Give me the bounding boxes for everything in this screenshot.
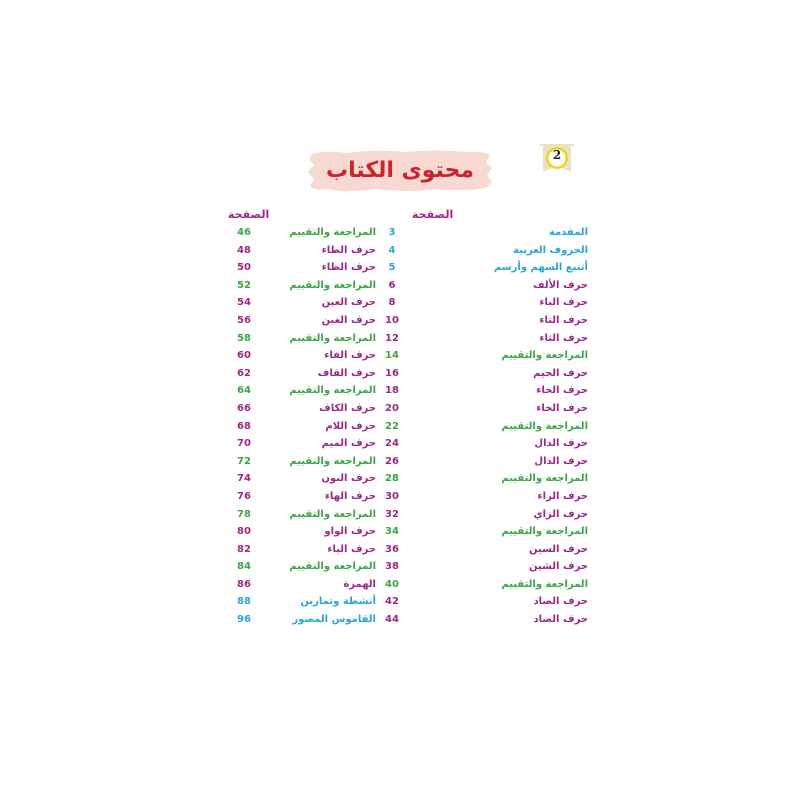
- toc-entry: [186, 472, 392, 490]
- toc-entry-title: المراجعة والتقييم: [289, 332, 376, 344]
- toc-entry-page: 32: [385, 508, 399, 520]
- toc-entry-title: حرف الحاء: [536, 385, 588, 397]
- toc-entry: [382, 332, 588, 350]
- toc-entry-title: حرف الظاء: [321, 262, 376, 274]
- toc-entry-page: 5: [388, 262, 396, 274]
- toc-entry-title: المراجعة والتقييم: [289, 508, 376, 520]
- toc-entry-page: 10: [385, 314, 399, 326]
- toc-entry: [186, 455, 392, 473]
- toc-entry: [382, 578, 588, 596]
- toc-entry-page: 18: [385, 385, 399, 397]
- toc-entry-page: 76: [237, 490, 251, 502]
- toc-entry-title: حرف الواو: [324, 526, 376, 538]
- toc-entry-page: 84: [237, 561, 251, 573]
- toc-entry-title: حرف الذال: [534, 455, 588, 467]
- toc-entry: [186, 595, 392, 613]
- toc-entry-title: المراجعة والتقييم: [289, 455, 376, 467]
- toc-entry-title: حرف السين: [529, 543, 588, 555]
- toc-entry-title: حرف اللام: [325, 420, 376, 432]
- toc-entry-title: حرف الضاد: [533, 614, 588, 626]
- toc-entry-title: حرف القاف: [317, 367, 376, 379]
- toc-entry-title: المراجعة والتقييم: [501, 473, 588, 485]
- toc-entry: [186, 367, 392, 385]
- toc-entry: [186, 508, 392, 526]
- toc-entry: [186, 279, 392, 297]
- toc-entry: [186, 402, 392, 420]
- toc-entry-title: حرف الزاي: [533, 508, 588, 520]
- toc-entry-title: حرف الغين: [321, 314, 376, 326]
- toc-entry-page: 30: [385, 490, 399, 502]
- toc-entry-page: 66: [237, 402, 251, 414]
- toc-entry: [382, 402, 588, 420]
- toc-entry: [186, 349, 392, 367]
- toc-entry-page: 78: [237, 508, 251, 520]
- toc-entry-title: أتتبع السهم وأرسم: [493, 262, 588, 274]
- toc-entry-title: المراجعة والتقييم: [289, 385, 376, 397]
- toc-entry: [382, 595, 588, 613]
- toc-entry-title: الحروف العربية: [513, 244, 588, 256]
- toc-entry: [186, 578, 392, 596]
- toc-entry-page: 24: [385, 438, 399, 450]
- toc-entry-title: أنشطة وتمارين: [300, 596, 376, 608]
- toc-entry-page: 26: [385, 455, 399, 467]
- toc-entry: [382, 244, 588, 262]
- toc-entry: [186, 332, 392, 350]
- toc-entry: [382, 226, 588, 244]
- toc-entry-page: 38: [385, 561, 399, 573]
- toc-entry-title: حرف الشين: [529, 561, 588, 573]
- toc-entry-title: المراجعة والتقييم: [501, 350, 588, 362]
- toc-left-column: [186, 226, 392, 631]
- toc-entry-title: المراجعة والتقييم: [501, 420, 588, 432]
- toc-entry: [382, 367, 588, 385]
- toc-entry: [186, 560, 392, 578]
- toc-entry-page: 82: [237, 543, 251, 555]
- toc-entry-page: 60: [237, 350, 251, 362]
- toc-entry-page: 14: [385, 350, 399, 362]
- toc-entry-title: حرف الثاء: [539, 332, 588, 344]
- toc-entry-title: حرف الفاء: [324, 350, 376, 362]
- toc-entry-title: حرف الطاء: [321, 244, 376, 256]
- toc-entry: [186, 525, 392, 543]
- toc-entry-title: حرف الكاف: [319, 402, 376, 414]
- toc-entry-page: 88: [237, 596, 251, 608]
- toc-entry: [382, 314, 588, 332]
- toc-entry: [186, 384, 392, 402]
- page-number: 2: [552, 148, 562, 162]
- toc-entry: [186, 613, 392, 631]
- toc-entry-page: 64: [237, 385, 251, 397]
- toc-entry-title: المراجعة والتقييم: [289, 279, 376, 291]
- toc-entry-page: 28: [385, 473, 399, 485]
- toc-right-column: [382, 226, 588, 631]
- toc-entry: [382, 508, 588, 526]
- toc-entry-page: 46: [237, 227, 251, 238]
- toc-entry: [186, 437, 392, 455]
- toc-entry-page: 80: [237, 526, 251, 538]
- toc-entry-title: حرف الخاء: [536, 402, 588, 414]
- toc-entry: [186, 314, 392, 332]
- toc-entry: [382, 455, 588, 473]
- toc-entry-page: 62: [237, 367, 251, 379]
- page-number-badge: [538, 142, 576, 176]
- toc-entry-page: 50: [237, 262, 251, 274]
- toc-entry: [382, 349, 588, 367]
- toc-entry-page: 56: [237, 314, 251, 326]
- toc-entry-title: حرف الميم: [321, 438, 376, 450]
- toc-entry-page: 6: [388, 279, 396, 291]
- toc-entry: [186, 420, 392, 438]
- toc-entry-page: 22: [385, 420, 399, 432]
- toc-entry-page: 8: [388, 297, 396, 309]
- toc-entry-page: 12: [385, 332, 399, 344]
- toc-entry-page: 16: [385, 367, 399, 379]
- toc-entry-page: 86: [237, 578, 251, 590]
- toc-entry-title: حرف الياء: [327, 543, 376, 555]
- toc-entry-title: المقدمة: [548, 227, 588, 238]
- title-banner: [306, 148, 494, 194]
- toc-entry-title: حرف الباء: [539, 297, 588, 309]
- toc-entry-title: الهمزة: [343, 578, 376, 590]
- toc-entry: [186, 543, 392, 561]
- toc-entry-page: 58: [237, 332, 251, 344]
- left-column-header: الصفحة: [228, 208, 270, 221]
- toc-entry: [382, 560, 588, 578]
- toc-entry-page: 54: [237, 297, 251, 309]
- toc-entry-page: 70: [237, 438, 251, 450]
- toc-entry: [382, 261, 588, 279]
- toc-entry: [382, 472, 588, 490]
- toc-entry-page: 40: [385, 578, 399, 590]
- toc-entry: [382, 437, 588, 455]
- toc-entry: [382, 490, 588, 508]
- toc-entry: [382, 543, 588, 561]
- toc-entry-title: حرف العين: [321, 297, 376, 309]
- right-column-header: الصفحة: [412, 208, 454, 221]
- toc-entry-title: المراجعة والتقييم: [501, 526, 588, 538]
- toc-entry-title: حرف الجيم: [533, 367, 588, 379]
- toc-entry-page: 34: [385, 526, 399, 538]
- toc-entry-page: 44: [385, 614, 399, 626]
- toc-entry: [382, 420, 588, 438]
- toc-entry-title: المراجعة والتقييم: [289, 561, 376, 573]
- toc-entry-page: 74: [237, 473, 251, 485]
- toc-entry-page: 20: [385, 402, 399, 414]
- toc-entry: [186, 244, 392, 262]
- toc-entry-page: 4: [388, 244, 396, 256]
- toc-entry-title: حرف الهاء: [324, 490, 376, 502]
- page-title: محتوى الكتاب: [325, 158, 475, 183]
- toc-entry: [382, 525, 588, 543]
- toc-entry-title: حرف الصاد: [533, 596, 588, 608]
- toc-entry: [186, 261, 392, 279]
- toc-entry-page: 48: [237, 244, 251, 256]
- toc-entry-page: 68: [237, 420, 251, 432]
- toc-entry-title: القاموس المصور: [292, 614, 376, 626]
- toc-entry-page: 3: [388, 227, 396, 238]
- toc-entry-title: حرف الدال: [534, 438, 588, 450]
- toc-entry: [382, 384, 588, 402]
- toc-entry-page: 96: [237, 614, 251, 626]
- toc-entry-page: 36: [385, 543, 399, 555]
- toc-entry-title: حرف التاء: [539, 314, 588, 326]
- toc-entry-page: 72: [237, 455, 251, 467]
- toc-entry-title: حرف النون: [321, 473, 376, 485]
- toc-entry-title: المراجعة والتقييم: [501, 578, 588, 590]
- toc-entry: [186, 490, 392, 508]
- toc-entry: [186, 296, 392, 314]
- toc-entry: [382, 613, 588, 631]
- toc-entry-title: المراجعة والتقييم: [289, 227, 376, 238]
- toc-entry: [382, 279, 588, 297]
- toc-entry-page: 52: [237, 279, 251, 291]
- toc-entry: [186, 226, 392, 244]
- toc-entry-title: حرف الألف: [532, 279, 588, 291]
- toc-entry-page: 42: [385, 596, 399, 608]
- toc-entry-title: حرف الراء: [537, 490, 588, 502]
- toc-entry: [382, 296, 588, 314]
